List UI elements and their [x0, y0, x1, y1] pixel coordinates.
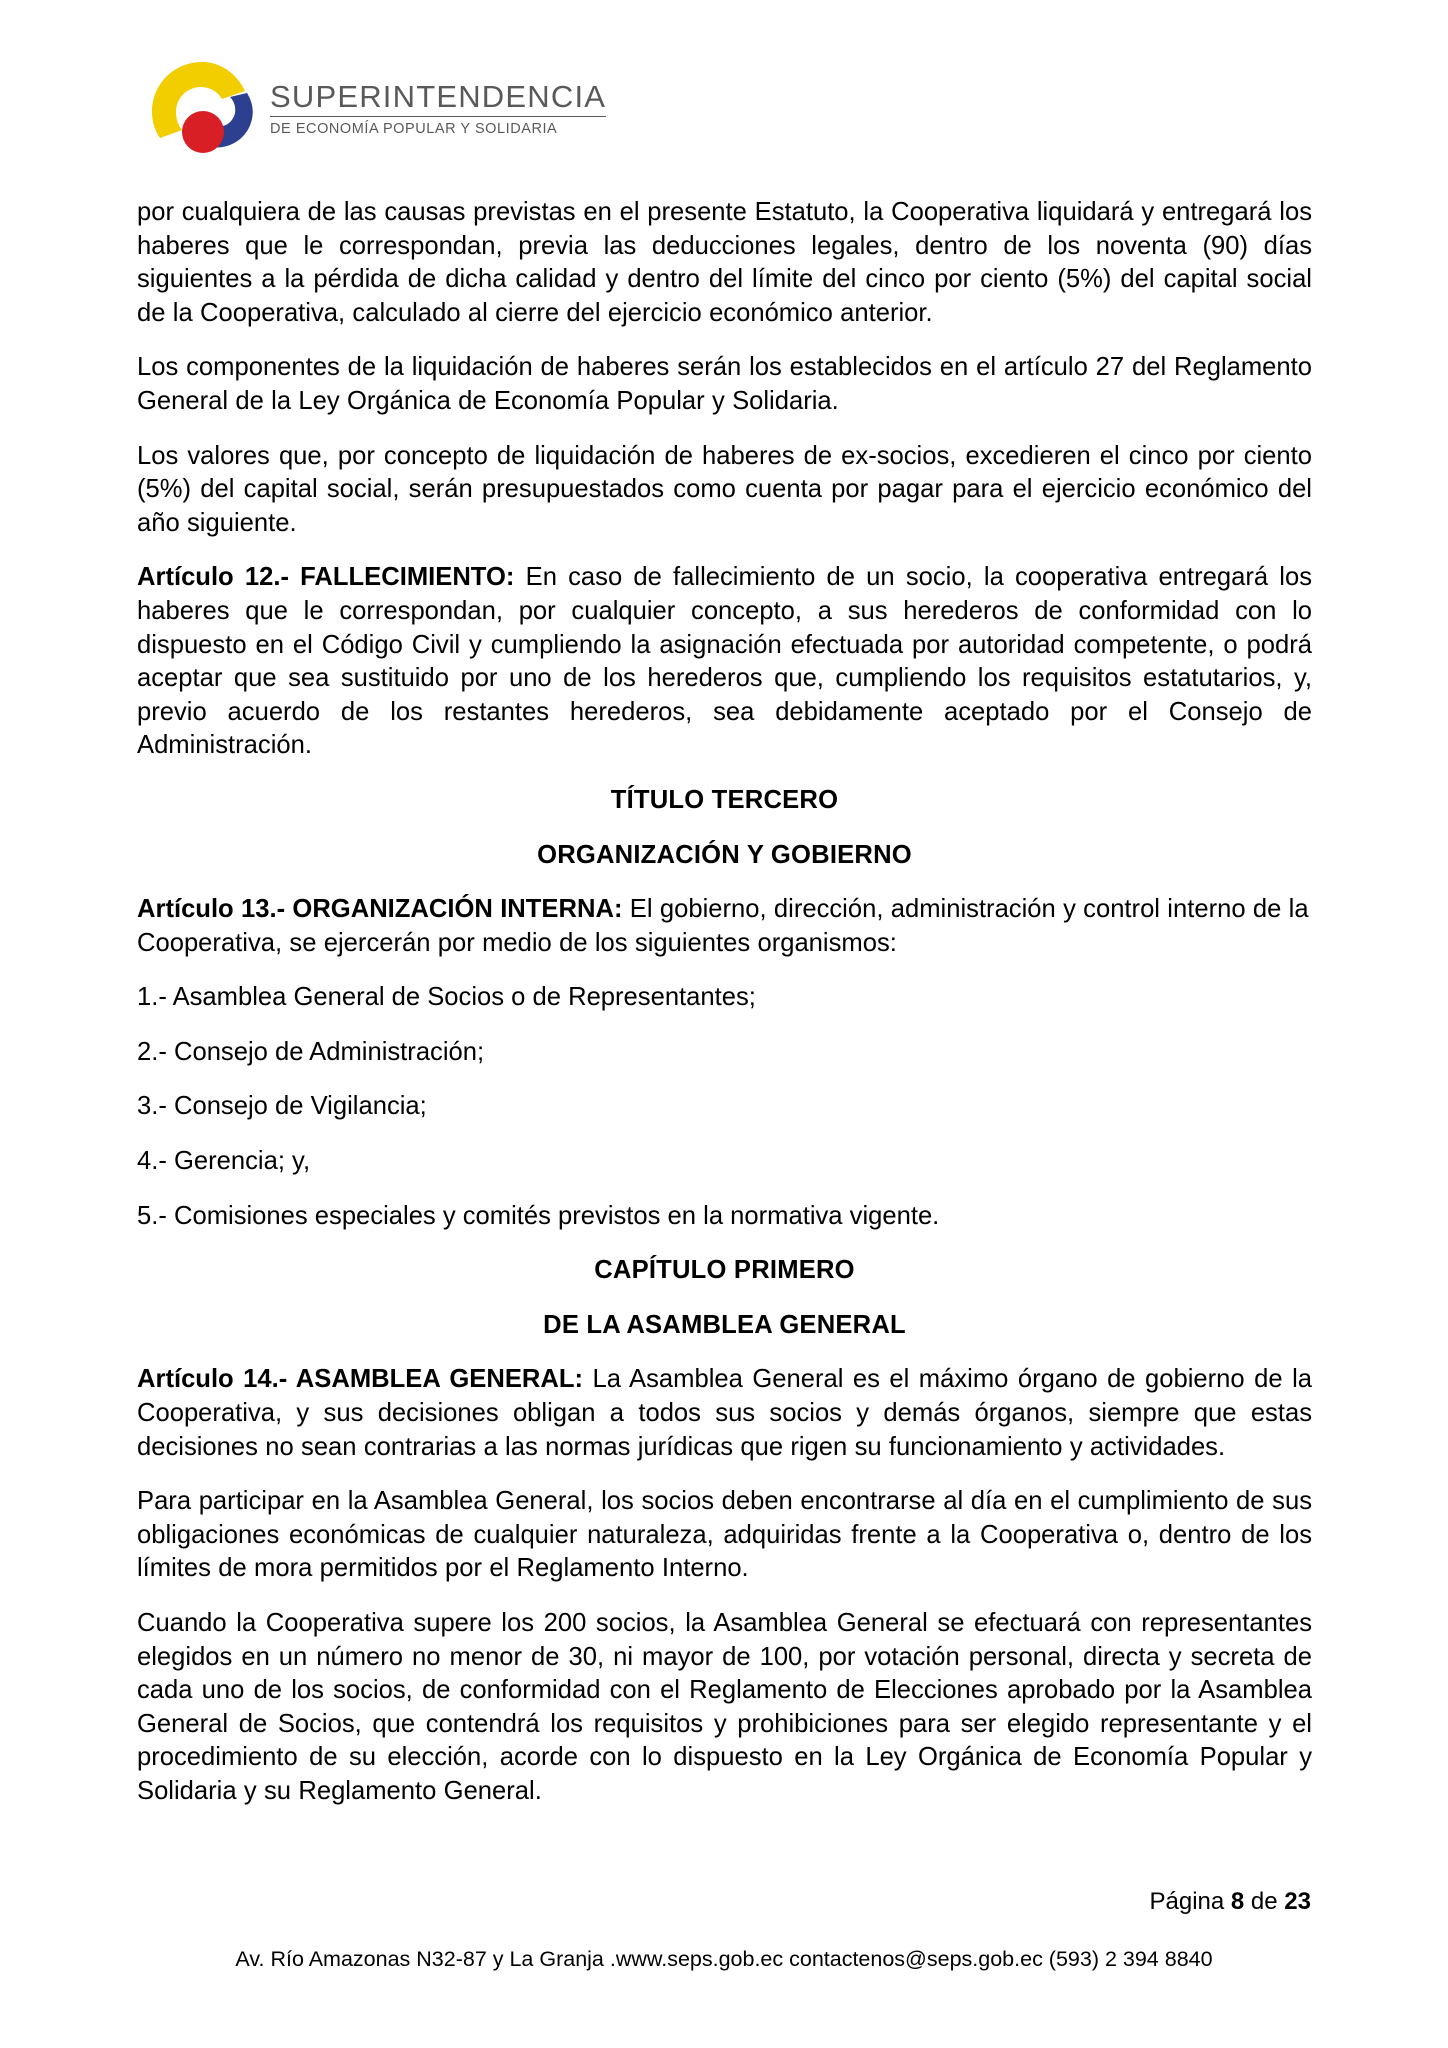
logo-subtitle: DE ECONOMÍA POPULAR Y SOLIDARIA: [270, 121, 558, 138]
heading-organizacion-y-gobierno: ORGANIZACIÓN Y GOBIERNO: [537, 840, 912, 869]
page-number-label: Página: [1149, 1888, 1225, 1915]
paragraph-participar-asamblea: Para participar en la Asamblea General, los socios deben encontrarse al día en el cumplimiento de sus obligaciones económicas de cualquier naturaleza, adquiridas frente a la Cooperativa o, dentro de los límites de mora permitidos por el Reglamento Interno.: [137, 1487, 1312, 1583]
paragraph-cuando-supere-200-socios: Cuando la Cooperativa supere los 200 socios, la Asamblea General se efectuará con representantes elegidos en un número no menor de 30, ni mayor de 100, por votación personal, directa y secreta de cada uno de los socios, de conformidad con el Reglamento de Elecciones aprobado por la Asamblea General de Socios, que contendrá los requisitos y prohibiciones para ser elegido representante y el procedimiento de su elección, acorde con lo dispuesto en la Ley Orgánica de Economía Popular y Solidaria y su Reglamento General.: [137, 1609, 1312, 1805]
paragraph-componentes-liquidacion: Los componentes de la liquidación de haberes serán los establecidos en el artículo 27 del Reglamento General de la Ley Orgánica de Economía Popular y Solidaria.: [137, 353, 1312, 415]
list-item: 5.- Comisiones especiales y comités previstos en la normativa vigente.: [137, 1201, 940, 1230]
page-number-current: 8: [1230, 1888, 1245, 1915]
article-14-lead: Artículo 14.- ASAMBLEA GENERAL:: [137, 1365, 584, 1394]
heading-titulo-tercero: TÍTULO TERCERO: [610, 785, 839, 814]
organismos-list: [137, 981, 1312, 1233]
document-header: [148, 58, 606, 154]
article-12-lead: Artículo 12.- FALLECIMIENTO:: [137, 563, 515, 592]
article-14-asamblea-general: [137, 1363, 1312, 1464]
article-14-text: La Asamblea General es el máximo órgano de gobierno de la Cooperativa, y sus decisiones obligan a todos sus socios y demás órganos, siempre que estas decisiones no sean contrarias a las normas jurídicas que rigen su funcionamiento y actividades.: [137, 1365, 1312, 1461]
article-12-text: En caso de fallecimiento de un socio, la cooperativa entregará los haberes que le correspondan, por cualquier concepto, a sus herederos de conformidad con lo dispuesto en el Código Civil y cumpliendo la asignación efectuada por autoridad competente, o podrá aceptar que sea sustituido por uno de los herederos que, cumpliendo los requisitos estatutarios, y, previo acuerdo de los restantes herederos, sea debidamente aceptado por el Consejo de Administración.: [137, 563, 1312, 760]
article-13-organizacion-interna: [137, 893, 1312, 960]
logo-wordmark: [270, 75, 606, 137]
page-number-of: de: [1250, 1888, 1278, 1915]
heading-de-la-asamblea-general: DE LA ASAMBLEA GENERAL: [543, 1310, 906, 1339]
footer-contact-line: Av. Río Amazonas N32-87 y La Granja .www.seps.gob.ec contactenos@seps.gob.ec (593) 2 394 8840: [235, 1947, 1213, 1971]
paragraph-liquidacion-causas: por cualquiera de las causas previstas en el presente Estatuto, la Cooperativa liquidará y entregará los haberes que le correspondan, previa las deducciones legales, dentro de los noventa (90) días siguientes a la pérdida de dicha calidad y dentro del límite del cinco por ciento (5%) del capital social de la Cooperativa, calculado al cierre del ejercicio económico anterior.: [137, 198, 1312, 327]
article-13-text: El gobierno, dirección, administración y control interno de la Cooperativa, se ejercerán por medio de los siguientes organismos:: [137, 895, 1309, 957]
seps-ecuador-swirl-logo-icon: [148, 58, 256, 154]
paragraph-valores-excedentes: Los valores que, por concepto de liquidación de haberes de ex-socios, excedieren el cinco por ciento (5%) del capital social, serán presupuestados como cuenta por pagar para el ejercicio económico del año siguiente.: [137, 441, 1312, 537]
page-number: [137, 1887, 1311, 1917]
page-number-total: 23: [1284, 1888, 1311, 1915]
list-item: 2.- Consejo de Administración;: [137, 1037, 485, 1066]
article-13-lead: Artículo 13.- ORGANIZACIÓN INTERNA:: [137, 895, 623, 924]
logo-title: SUPERINTENDENCIA: [270, 81, 606, 117]
list-item: 4.- Gerencia; y,: [137, 1147, 311, 1176]
list-item: 1.- Asamblea General de Socios o de Representantes;: [137, 983, 756, 1012]
heading-capitulo-primero: CAPÍTULO PRIMERO: [594, 1256, 855, 1285]
document-body: [137, 196, 1312, 1809]
list-item: 3.- Consejo de Vigilancia;: [137, 1092, 427, 1121]
article-12-fallecimiento: [137, 561, 1312, 763]
